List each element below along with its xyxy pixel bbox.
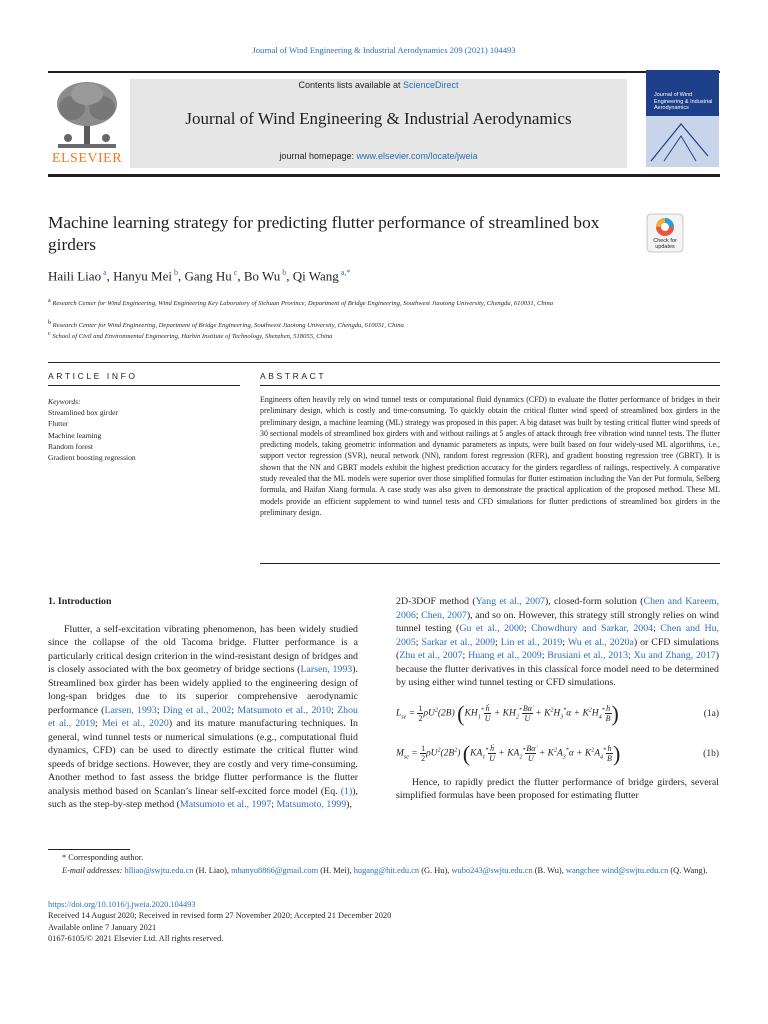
citation-link[interactable]: Yang et al., 2007 bbox=[475, 596, 545, 607]
check-for-updates-icon[interactable] bbox=[646, 213, 684, 253]
affiliation-a: $^a$ Research Center for Wind Engineering, Wind Engineering Key Laboratory of Sichuan Province, Department of Bridge Engineering, Southwest Jiaotong University, Chengdu, 610031, China bbox=[48, 298, 554, 308]
author-name[interactable]: Bo Wu bbox=[243, 268, 281, 284]
author-list: Haili Liao $^a$, Hanyu Mei $^b$, Gang Hu $^c$, Bo Wu $^b$, Qi Wang $^{a,*}$ bbox=[48, 268, 351, 284]
email-label: E-mail addresses: bbox=[62, 865, 125, 875]
keyword[interactable]: Streamlined box girder bbox=[48, 408, 119, 418]
journal-title: Journal of Wind Engineering & Industrial Aerodynamics bbox=[185, 109, 572, 128]
article-info-rule bbox=[48, 385, 240, 386]
citation-link[interactable]: Matsumoto et al., 2010 bbox=[237, 704, 332, 716]
keywords-label: Keywords: bbox=[48, 397, 81, 406]
email-link[interactable]: hugang@hit.edu.cn bbox=[353, 865, 420, 875]
citation-link[interactable]: Chen, 2007 bbox=[421, 609, 467, 621]
keyword[interactable]: Machine learning bbox=[48, 430, 102, 440]
body-left-column bbox=[48, 595, 358, 812]
journal-cover-image[interactable] bbox=[646, 70, 719, 167]
citation-link[interactable]: Matsumoto, 1999 bbox=[276, 799, 347, 810]
citation-link[interactable]: Xu and Zhang, 2017 bbox=[633, 650, 716, 661]
abstract-heading: ABSTRACT bbox=[260, 371, 327, 381]
available-online: Available online 7 January 2021 bbox=[48, 922, 157, 932]
citation-link[interactable]: Brusiani et al., 2013 bbox=[547, 650, 629, 661]
body-right-column bbox=[396, 595, 719, 803]
citation-link[interactable]: Gu et al., 2000 bbox=[459, 623, 524, 634]
keyword[interactable]: Random forest bbox=[48, 441, 93, 451]
affiliation-b: $^b$ Research Center for Wind Engineering, Department of Bridge Engineering, Southwest Jiaotong University, Chengdu, 610031, China bbox=[48, 320, 404, 330]
citation-link[interactable]: (1) bbox=[340, 785, 353, 797]
citation-link[interactable]: Chen and Hu, 2005 bbox=[396, 623, 719, 648]
author-name[interactable]: Qi Wang bbox=[292, 268, 339, 284]
contents-available: Contents lists available at ScienceDirect bbox=[298, 80, 459, 90]
email-link[interactable]: wangchee wind@swjtu.edu.cn bbox=[565, 865, 669, 875]
keyword[interactable]: Gradient boosting regression bbox=[48, 453, 136, 463]
citation-link[interactable]: Huang et al., 2009 bbox=[468, 650, 542, 661]
author-affiliation-marker[interactable]: b bbox=[172, 268, 178, 277]
email-link[interactable]: mhanyu8866@gmail.com bbox=[231, 865, 319, 875]
intro-paragraph-2: Hence, to rapidly predict the flutter performance of bridge girders, several simplified formulas have been proposed for estimating flutter bbox=[396, 776, 719, 801]
footnote-rule bbox=[48, 849, 130, 850]
received-dates: Received 14 August 2020; Received in revised form 27 November 2020; Accepted 21 December 2020 bbox=[48, 911, 392, 921]
email-link[interactable]: wubo243@swjtu.edu.cn bbox=[451, 865, 533, 875]
doi-link[interactable]: https://doi.org/10.1016/j.jweia.2020.104493 bbox=[48, 900, 196, 909]
banner-top-rule bbox=[48, 71, 720, 73]
citation-link[interactable]: Sarkar et al., 2009 bbox=[421, 636, 496, 648]
crossmark-label: Check for updates bbox=[653, 238, 677, 250]
author-name[interactable]: Gang Hu bbox=[184, 268, 232, 284]
citation-link[interactable]: Larsen, 1993 bbox=[104, 704, 157, 716]
author-affiliation-marker[interactable]: c bbox=[231, 268, 238, 277]
keywords-block bbox=[48, 396, 248, 463]
article-title: Machine learning strategy for predicting flutter performance of streamlined box girders bbox=[48, 213, 600, 254]
email-addresses: E-mail addresses: hlliao@swjtu.edu.cn (H. Liao), mhanyu8866@gmail.com (H. Mei), hugang@hit.edu.cn (G. Hu), wubo243@swjtu.edu.cn (B. Wu), wangchee wind@swjtu.edu.cn (Q. Wang). bbox=[62, 865, 708, 875]
citation-link[interactable]: Matsumoto et al., 1997 bbox=[179, 799, 272, 810]
equation-number: (1b) bbox=[703, 748, 719, 759]
journal-citation-link[interactable]: Journal of Wind Engineering & Industrial Aerodynamics 209 (2021) 104493 bbox=[252, 45, 516, 55]
section-rule bbox=[48, 362, 720, 363]
publication-info bbox=[48, 899, 391, 945]
citation-link[interactable]: Zhou et al., 2019 bbox=[48, 704, 358, 729]
author-affiliation-marker[interactable]: b bbox=[280, 268, 287, 277]
author-name[interactable]: Haili Liao bbox=[48, 268, 102, 284]
email-link[interactable]: hlliao@swjtu.edu.cn bbox=[124, 865, 194, 875]
author-affiliation-marker[interactable]: a bbox=[101, 268, 107, 277]
author-affiliation-marker[interactable]: a,* bbox=[338, 268, 351, 277]
cover-title: Journal of Wind Engineering & Industrial Aerodynamics bbox=[654, 92, 713, 111]
citation-link[interactable]: Chowdhury and Sarkar, 2004 bbox=[531, 623, 654, 634]
banner-bottom-rule bbox=[48, 174, 720, 177]
sciencedirect-link[interactable]: ScienceDirect bbox=[403, 80, 459, 90]
equation-number: (1a) bbox=[703, 708, 719, 719]
section-heading-introduction: 1. Introduction bbox=[48, 596, 112, 607]
footnotes bbox=[48, 852, 720, 877]
citation-link[interactable]: Lin et al., 2019 bbox=[500, 636, 563, 648]
citation-link[interactable]: Ding et al., 2002 bbox=[162, 704, 232, 716]
elsevier-wordmark: ELSEVIER bbox=[51, 151, 123, 166]
author-name[interactable]: Hanyu Mei bbox=[113, 268, 172, 284]
intro-paragraph-continued: 2D-3DOF method (Yang et al., 2007), closed-form solution (Chen and Kareem, 2006; Chen, 2007), and so on. However, this strategy still strongly relies on wind tunnel testing (Gu et al., 2000; Chowdhury and Sarkar, 2004; Chen and Hu, 2005; Sarkar et al., 2009; Lin et al., 2019; Wu et al., 2020a) or CFD simulations (Zhu et al., 2007; Huang et al., 2009; Brusiani et al., 2013; Xu and Zhang, 2017) because the flutter derivatives in this classical force model need to be determined by using either wind tunnel testing or CFD simulations. bbox=[396, 596, 720, 688]
abstract-text: Engineers often heavily rely on wind tunnel tests or computational fluid dynamics (CFD) to evaluate the flutter performance of bridges in their preliminary design, which is costly and time-consuming. To quickly obtain the critical flutter wind speed of streamlined box girders in the preliminary design, a machine learning (ML) strategy was proposed in this paper. A big dataset was built by testing critical flutter wind speeds of 30 sectional models of streamlined box girders with and without railings at 5 angles of attack through free vibration wind tunnel tests. The flutter predicting models, taking geometric information and dynamic parameters as inputs, were built based on four widely-used ML algorithms, i.e., support vector regression (SVR), neural network (NN), random forest regression (RFR), and gradient boosting regression tree (GBRT). It is shown that the NN and GBRT models exhibit the highest prediction accuracy for the girders regardless of railings, respectively. A comparative study revealed that the ML models were superior over those simplified formulas for flutter estimation including the Van der Put formula, Selberg formula, and Haifan Xiang formula. A case study was also given to demonstrate the practical application of the proposed method. These ML models provide an efficient supplement to wind tunnel tests and CFD simulations for flutter predictions of streamlined box girders in the preliminary design. bbox=[260, 395, 720, 517]
affiliation-c: $^c$ School of Civil and Environmental Engineering, Harbin Institute of Technology, Shenzhen, 518055, China bbox=[48, 331, 333, 341]
citation-link[interactable]: Wu et al., 2020a bbox=[567, 636, 634, 648]
journal-homepage: journal homepage: www.elsevier.com/locate/jweia bbox=[279, 151, 478, 161]
citation-link[interactable]: Mei et al., 2020 bbox=[101, 718, 169, 729]
equation-1a: $L_{se}$ = $\frac{1}{2}$ $\rho U^2(2B)$ ($KH_1^*$ $\frac{\text{ḣ}}{U}$ + $KH_2^*$ $\frac{B\alphȧ}{U}$ + $K^2H_3^*\alpha + K^2H_4^*$ $\frac{h}{B}$ ) (1a) bbox=[396, 700, 719, 726]
intro-paragraph-1: Flutter, a self-excitation vibrating phenomenon, has been widely studied since the collapse of the old Tacoma bridge. Flutter performance is a particularly critical design criterion in the wind-resistant design of bridges and is closely associated with the box geometry of bridge sections (Larsen, 1993). Streamlined box girder has been widely applied to the engineering design of long-span bridges due to its superior comprehensive aerodynamic performance (Larsen, 1993; Ding et al., 2002; Matsumoto et al., 2010; Zhou et al., 2019; Mei et al., 2020) and its mature manufacturing techniques. In general, wind tunnel tests or numerical simulations (e.g., computational fluid dynamics, CFD) can be used to directly estimate the critical flutter wind speeds of bridge sections. However, they are costly and very time-consuming. Another method to fast assess the bridge flutter performance is the flutter analysis method based on Scanlan’s linear self-excited force model (Eq. (1)), such as the step-by-step method (Matsumoto et al., 1997; Matsumoto, 1999), bbox=[48, 623, 358, 810]
homepage-link[interactable]: www.elsevier.com/locate/jweia bbox=[356, 151, 478, 161]
abstract-bottom-rule bbox=[260, 563, 720, 564]
abstract-rule bbox=[260, 385, 720, 386]
copyright: 0167-6105/© 2021 Elsevier Ltd. All rights reserved. bbox=[48, 934, 224, 944]
citation-link[interactable]: Chen and Kareem, 2006 bbox=[396, 596, 719, 621]
citation-link[interactable]: Zhu et al., 2007 bbox=[399, 650, 463, 661]
keyword[interactable]: Flutter bbox=[48, 419, 69, 429]
citation-link[interactable]: Larsen, 1993 bbox=[300, 664, 353, 675]
equation-1b: $M_{se}$ = $\frac{1}{2}$ $\rho U^2(2B^2)$ ($KA_1^*$ $\frac{\text{ḣ}}{U}$ + $KA_2^*$ $\frac{B\alphȧ}{U}$ + $K^2A_3^*\alpha + K^2A_4^*$ $\frac{h}{B}$ ) (1b) bbox=[396, 740, 719, 766]
article-info-heading: ARTICLE INFO bbox=[48, 371, 138, 381]
corresponding-author-note: * Corresponding author. bbox=[62, 853, 144, 862]
